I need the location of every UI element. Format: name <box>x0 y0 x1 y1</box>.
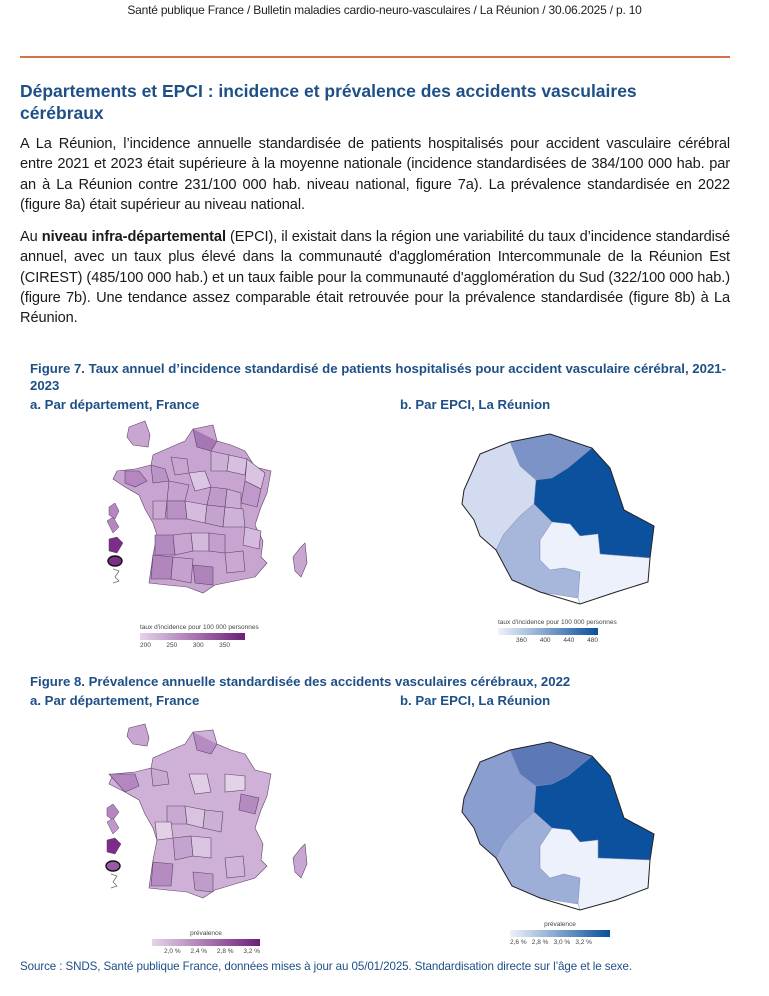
france-map-prevalence <box>95 722 325 922</box>
tick: 400 <box>539 637 551 644</box>
legend-7a <box>140 624 259 649</box>
paragraph-2-prefix: Au <box>20 229 42 245</box>
legend-7a-ticks <box>140 642 230 649</box>
france-map-incidence <box>95 415 325 615</box>
figure-8b-label: b. Par EPCI, La Réunion <box>400 693 551 708</box>
tick: 3,2 % <box>243 948 260 955</box>
paragraph-2-bold: niveau infra-départemental <box>41 229 226 245</box>
paragraph-2-rest: (EPCI), il existait dans la région une variabilité du taux d’incidence standardisé annuel, avec un taux plus élevé dans la communauté d'agglomération Intercommunale de la Réunion Est (CIREST) (485/100 000 hab.) et un taux faible pour la communauté d'agglomération du Sud (322/100 000 hab.) (figure 7b). Une tendance assez comparable était retrouvée pour la prévalence standardisée (figure 8b) à La Réunion. <box>20 229 730 327</box>
legend-8b-ticks <box>510 939 592 946</box>
paragraph-1: A La Réunion, l’incidence annuelle standardisée de patients hospitalisés pour accident vasculaire cérébral entre 2021 et 2023 était supérieure à la moyenne nationale (incidence standardisées de 384/100 000 hab. par an à La Réunion contre 231/100 000 hab. niveau national, figure 7a). La prévalence standardisée en 2022 (figure 8a) était supérieur au niveau national. <box>20 136 730 213</box>
section-title: Départements et EPCI : incidence et prévalence des accidents vasculaires cérébraux <box>20 81 637 123</box>
header-rule <box>20 56 730 58</box>
legend-8a <box>152 930 260 955</box>
reunion-map-prevalence <box>440 728 680 918</box>
legend-8b <box>510 921 610 946</box>
legend-7a-title: taux d'incidence pour 100 000 personnes <box>140 624 259 631</box>
running-head: Santé publique France / Bulletin maladies cardio-neuro-vasculaires / La Réunion / 30.06.2025 / p. 10 <box>127 3 642 17</box>
tick: 3,0 % <box>553 939 571 946</box>
tick: 480 <box>587 637 598 644</box>
legend-8a-ticks <box>152 948 260 955</box>
tick: 2,8 % <box>216 948 234 955</box>
figure-7-title: Figure 7. Taux annuel d’incidence standardisé de patients hospitalisés pour accident vasculaire cérébral, 2021-2023 <box>30 361 727 393</box>
legend-8a-bar <box>152 939 260 946</box>
legend-7b-bar <box>498 628 598 635</box>
legend-8b-bar <box>510 930 610 937</box>
source-note: Source : SNDS, Santé publique France, données mises à jour au 05/01/2025. Standardisation directe sur l’âge et le sexe. <box>20 960 632 973</box>
tick: 360 <box>516 637 527 644</box>
legend-7b-title: taux d'incidence pour 100 000 personnes <box>498 619 617 626</box>
tick: 250 <box>166 642 178 649</box>
figure-7b-label: b. Par EPCI, La Réunion <box>400 397 551 412</box>
tick: 440 <box>563 637 575 644</box>
legend-7b <box>498 619 617 644</box>
tick: 2,8 % <box>531 939 549 946</box>
figure-8a-label: a. Par département, France <box>30 693 200 708</box>
legend-7a-bar <box>140 633 245 640</box>
tick: 2,6 % <box>510 939 527 946</box>
reunion-map-incidence <box>440 420 680 610</box>
tick: 300 <box>192 642 204 649</box>
figure-8-title: Figure 8. Prévalence annuelle standardisée des accidents vasculaires cérébraux, 2022 <box>30 674 571 689</box>
tick: 3,2 % <box>575 939 592 946</box>
legend-8b-title: prévalence <box>544 921 576 928</box>
legend-8a-title: prévalence <box>190 930 222 937</box>
figure-7a-label: a. Par département, France <box>30 397 200 412</box>
legend-7b-ticks <box>498 637 598 644</box>
tick: 350 <box>219 642 230 649</box>
tick: 200 <box>140 642 151 649</box>
paragraph-2 <box>20 227 730 328</box>
tick: 2,0 % <box>164 948 181 955</box>
tick: 2,4 % <box>190 948 208 955</box>
